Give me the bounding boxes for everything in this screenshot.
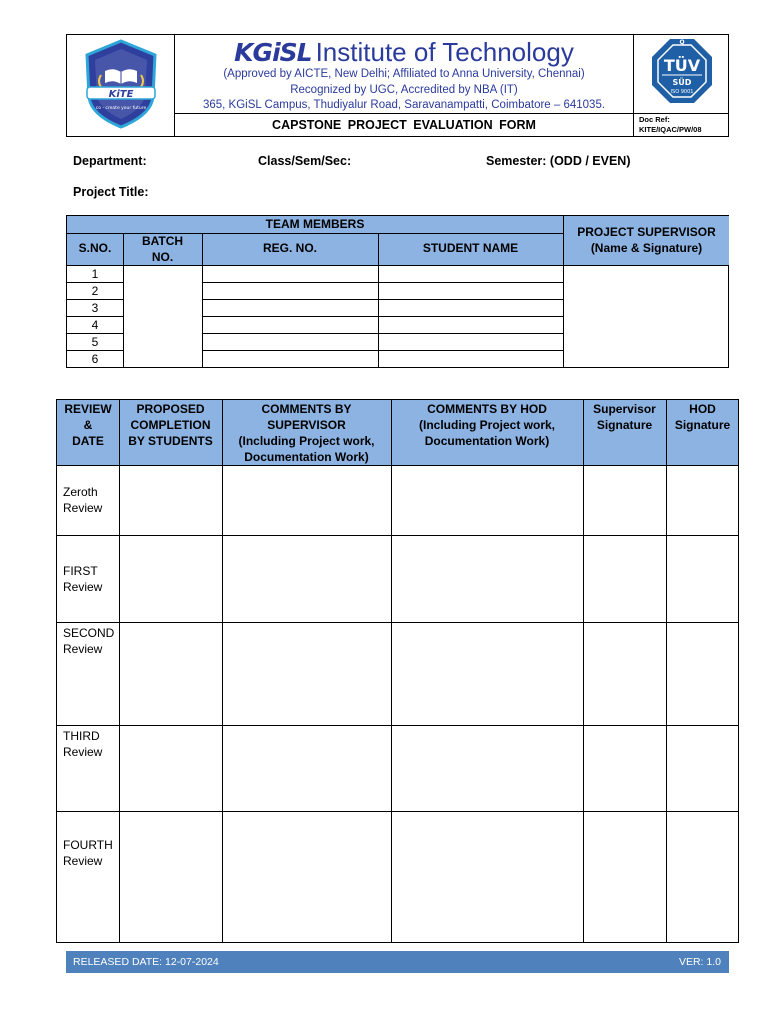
table-row-sno: 6: [91, 352, 99, 366]
review-row-fourth: FOURTH Review: [63, 838, 113, 868]
logo-cell: [67, 35, 175, 136]
table-row-sno: 1: [91, 267, 99, 281]
svg-text:KiTE: KiTE: [108, 89, 134, 100]
doc-ref: [633, 113, 728, 136]
version: VER: 1.0: [678, 956, 721, 968]
col-batch-header: BATCH NO.: [141, 234, 184, 264]
col-supervisor-header: PROJECT SUPERVISOR (Name & Signature): [577, 225, 716, 255]
approval-line: (Approved by AICTE, New Delhi; Affiliated to Anna University, Chennai): [223, 68, 585, 80]
project-title-label: Project Title:: [73, 185, 149, 199]
semester-label: Semester: (ODD / EVEN): [486, 154, 631, 168]
col-supervisor-comments-header: COMMENTS BY SUPERVISOR (Including Project work, Documentation Work): [238, 402, 375, 464]
svg-text:co - create your future: co - create your future: [95, 106, 147, 111]
col-supervisor-signature-header: Supervisor Signature: [593, 402, 656, 432]
team-members-header: TEAM MEMBERS: [265, 217, 365, 231]
col-reg-no-header: REG. NO.: [262, 241, 317, 255]
svg-text:ISO 9001: ISO 9001: [670, 89, 694, 95]
table-row-sno: 2: [91, 284, 99, 298]
released-date: RELEASED DATE: 12-07-2024: [73, 956, 219, 968]
institute-title: [175, 37, 633, 67]
document-header: [66, 34, 729, 137]
review-row-zeroth: Zeroth Review: [63, 485, 103, 515]
doc-ref-value: KITE/IQAC/PW/08: [639, 125, 702, 134]
col-hod-signature-header: HOD Signature: [674, 402, 731, 432]
table-row-sno: 5: [91, 335, 99, 349]
institute-name: Institute of Technology: [315, 37, 574, 67]
recognition-line: Recognized by UGC, Accredited by NBA (IT): [290, 83, 518, 96]
table-row-sno: 3: [91, 301, 99, 315]
col-student-name-header: STUDENT NAME: [422, 241, 519, 255]
col-hod-comments-header: COMMENTS BY HOD (Including Project work, Documentation Work): [418, 402, 555, 448]
col-review-date-header: REVIEW & DATE: [64, 402, 112, 448]
review-row-third: THIRD Review: [63, 729, 103, 759]
review-row-first: FIRST Review: [63, 564, 103, 594]
doc-ref-label: Doc Ref:: [639, 115, 670, 124]
document-footer: [66, 951, 729, 973]
tuv-certification-icon: [634, 35, 729, 113]
svg-text:TÜV: TÜV: [663, 56, 701, 75]
form-title: CAPSTONE PROJECT EVALUATION FORM: [175, 113, 633, 136]
col-proposed-completion-header: PROPOSED COMPLETION BY STUDENTS: [128, 402, 213, 448]
col-sno-header: S.NO.: [78, 241, 112, 255]
class-sem-sec-label: Class/Sem/Sec:: [258, 154, 352, 168]
institute-info: [175, 35, 633, 113]
kite-logo-icon: [67, 35, 175, 136]
brand-name: KGiSL: [234, 38, 312, 67]
address-line: 365, KGiSL Campus, Thudiyalur Road, Saravanampatti, Coimbatore – 641035.: [202, 99, 606, 111]
svg-text:Q: Q: [679, 39, 685, 46]
team-members-table: [66, 215, 729, 368]
table-row-sno: 4: [91, 318, 99, 332]
review-row-second: SECOND Review: [63, 626, 115, 656]
svg-text:SÜD: SÜD: [672, 78, 692, 87]
review-table: [56, 399, 739, 943]
department-label: Department:: [73, 154, 147, 168]
